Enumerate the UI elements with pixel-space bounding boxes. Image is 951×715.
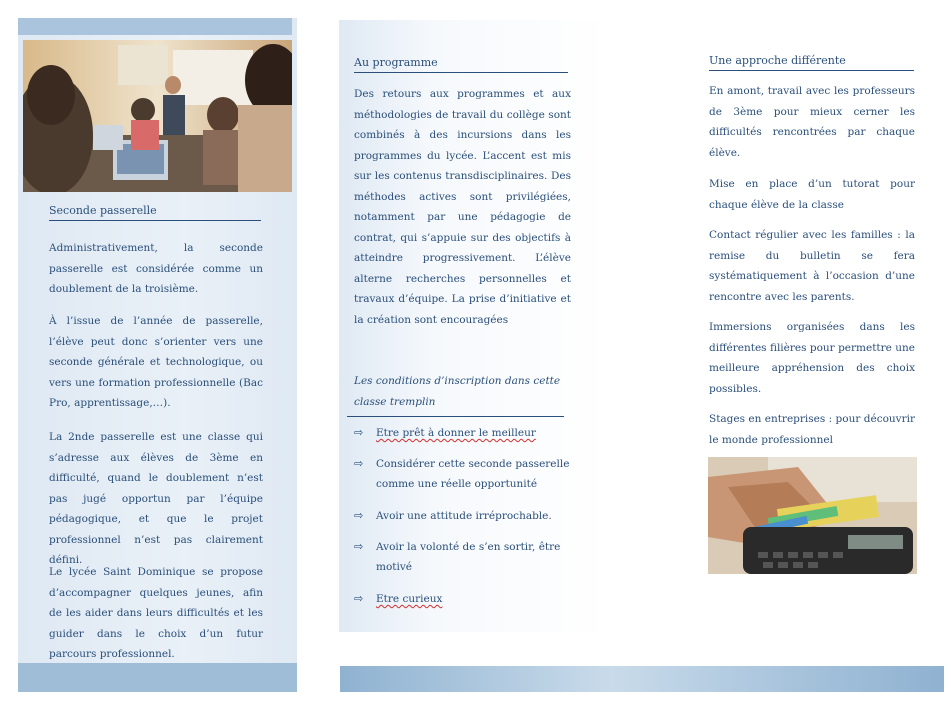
section-title-seconde-passerelle: Seconde passerelle	[49, 204, 261, 221]
classroom-photo	[23, 40, 292, 192]
paragraph: Administrativement, la seconde passerelle est considérée comme un doublement de la troisième.	[49, 242, 263, 295]
right-double-arrow-icon: ⇨	[354, 426, 364, 439]
paragraph: La 2nde passerelle est une classe qui s’adresse aux élèves de 3ème en difficulté, quand le doublement n’est pas jugé opportun par l’équipe pédagogique, et que le projet professionnel n’est pas clairement défini.	[49, 431, 263, 566]
left-bottom-bar	[18, 663, 297, 692]
paragraph: Mise en place d’un tutorat pour chaque élève de la classe	[709, 178, 915, 211]
list-item-text: Etre curieux	[376, 593, 443, 605]
left-top-bar	[18, 18, 292, 35]
section-title-approche: Une approche différente	[709, 54, 914, 71]
list-item-text: Avoir une attitude irréprochable.	[376, 510, 552, 522]
list-item-text: Considérer cette seconde passerelle comme une réelle opportunité	[376, 458, 570, 490]
list-item	[354, 454, 574, 494]
list-item-text: Avoir la volonté de s’en sortir, être motivé	[376, 541, 561, 573]
paragraph: Immersions organisées dans les différentes filières pour permettre une meilleure appréhension des choix possibles.	[709, 321, 915, 395]
list-item-text: Etre prêt à donner le meilleur	[376, 427, 536, 439]
right-double-arrow-icon: ⇨	[354, 509, 364, 522]
section-title-au-programme: Au programme	[354, 56, 568, 73]
paragraph: Le lycée Saint Dominique se propose d’accompagner quelques jeunes, afin de les aider dans leurs difficultés et les guider dans le choix d’un futur parcours professionnel.	[49, 566, 263, 660]
list-item	[354, 589, 574, 609]
paragraph: Stages en entreprises : pour découvrir le monde professionnel	[709, 413, 915, 446]
paragraph: Contact régulier avec les familles : la remise du bulletin se fera systématiquement à l’occasion d’une rencontre avec les parents.	[709, 229, 915, 303]
list-item	[354, 537, 574, 577]
paragraph: En amont, travail avec les professeurs de 3ème pour mieux cerner les difficultés rencontrées par chaque élève.	[709, 85, 915, 159]
calculator-photo	[708, 457, 917, 574]
right-double-arrow-icon: ⇨	[354, 592, 364, 605]
right-double-arrow-icon: ⇨	[354, 540, 364, 553]
paragraph: À l’issue de l’année de passerelle, l’élève peut donc s’orienter vers une seconde générale et technologique, ou vers une formation professionnelle (Bac Pro, apprentissage,…).	[49, 315, 263, 409]
bottom-bar	[340, 666, 944, 692]
paragraph: Des retours aux programmes et aux méthodologies de travail du collège sont combinés à des incursions dans les programmes du lycée. L’accent est mis sur les contenus transdisciplinaires. Des méthodes actives sont privilégiées, notamment par une pédagogie de contrat, qui s’appuie sur des objectifs à atteindre progressivement. L’élève alterne recherches personnelles et travaux d’équipe. La prise d’initiative et la création sont encouragées	[354, 88, 571, 326]
list-item	[354, 423, 574, 443]
section-title-conditions: Les conditions d’inscription dans cette classe tremplin	[347, 371, 564, 417]
right-double-arrow-icon: ⇨	[354, 457, 364, 470]
list-item	[354, 506, 574, 526]
